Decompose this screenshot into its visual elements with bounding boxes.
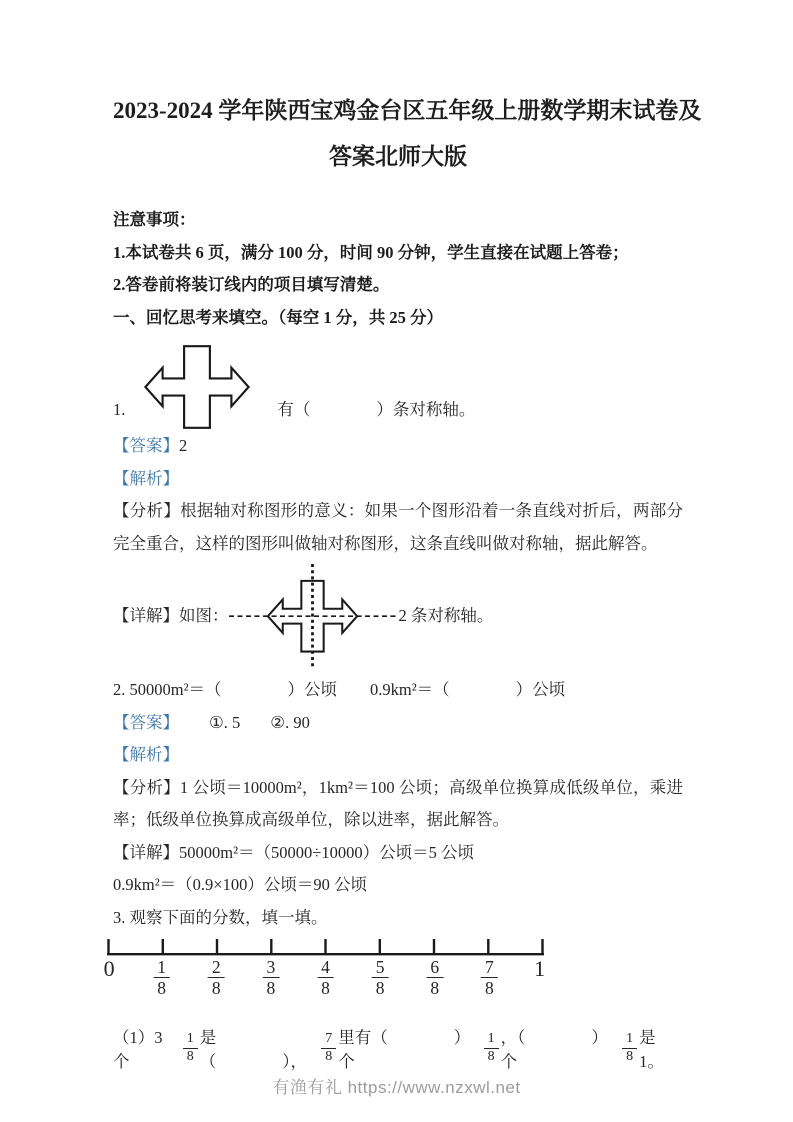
question-2-text: 2. 50000m²＝（ ）公顷 0.9km²＝（ ）公顷 <box>113 680 566 699</box>
q1-detail-suffix: 2 条对称轴。 <box>398 605 494 625</box>
number-line-label-5-8: $\frac{5}{8}$ <box>372 958 389 998</box>
question-1-number: 1. <box>113 399 126 419</box>
q2-detail-line-1: 【详解】50000m²＝（50000÷10000）公顷＝5 公顷 <box>113 842 474 862</box>
number-line-label-2-8: $\frac{2}{8}$ <box>208 958 225 998</box>
q3-sub1-seg2: 是（ ）， <box>199 1028 307 1071</box>
q3-sub1-row <box>113 1024 683 1072</box>
symmetry-shape-figure <box>141 344 253 430</box>
q1-analysis-label: 【解析】 <box>113 468 179 488</box>
number-line-axis <box>107 938 544 956</box>
q3-sub1-seg1: （1）3 个 <box>113 1028 163 1071</box>
number-line-label-7-8: $\frac{7}{8}$ <box>481 958 498 998</box>
question-1-text: 有（ ）条对称轴。 <box>277 399 476 419</box>
double-arrow-cross-axes-icon <box>229 562 399 670</box>
question-3-text: 3. 观察下面的分数，填一填。 <box>113 907 328 927</box>
double-arrow-cross-icon <box>141 344 253 430</box>
q2-answer-item-2: ②. 90 <box>270 712 310 732</box>
q2-analysis-text: 【分析】1 公顷＝10000m²，1km²＝100 公顷；高级单位换算成低级单位，乘进率；低级单位换算成高级单位，除以进率，据此解答。 <box>113 777 683 829</box>
q2-answer-item-1: ①. 5 <box>209 712 241 732</box>
q1-analysis-text: 【分析】根据轴对称图形的意义：如果一个图形沿着一条直线对折后，两部分完全重合，这样的图形叫做轴对称图形，这条直线叫做对称轴，据此解答。 <box>113 501 683 553</box>
number-line-label-1: 1 <box>534 956 546 981</box>
q2-answer-label: 【答案】 <box>113 712 179 732</box>
fraction-7-8: $\frac{7}{8}$ <box>321 1032 336 1064</box>
number-line-label-3-8: $\frac{3}{8}$ <box>263 958 280 998</box>
footer-watermark-link[interactable]: 有渔有礼 https://www.nzxwl.net <box>272 1078 521 1097</box>
page-title-line2: 答案北师大版 <box>329 144 467 169</box>
fraction-1-8: $\frac{1}{8}$ <box>484 1032 499 1064</box>
q1-answer-label: 【答案】 <box>113 436 179 455</box>
number-line-label-6-8: $\frac{6}{8}$ <box>426 958 443 998</box>
number-line-label-1-8: $\frac{1}{8}$ <box>153 958 170 998</box>
q3-sub1-seg5: 是 1。 <box>639 1028 664 1071</box>
q2-analysis-label: 【解析】 <box>113 745 179 764</box>
notice-line-2: 2.答卷前将装订线内的项目填写清楚。 <box>113 275 390 294</box>
page-title-line1: 2023-2024 学年陕西宝鸡金台区五年级上册数学期末试卷及 <box>113 98 702 123</box>
notice-line-1: 1.本试卷共 6 页，满分 100 分，时间 90 分钟，学生直接在试题上答卷； <box>113 242 629 262</box>
number-line-figure <box>103 938 546 1016</box>
section-1-heading: 一、回忆思考来填空。（每空 1 分，共 25 分） <box>113 307 443 327</box>
q2-answer-row <box>113 707 683 740</box>
number-line-label-0: 0 <box>103 956 115 981</box>
q3-sub1-seg3: 里有（ ）个 <box>338 1028 471 1071</box>
q2-detail-line-2: 0.9km²＝（0.9×100）公顷＝90 公顷 <box>113 875 367 894</box>
fraction-1-8: $\frac{1}{8}$ <box>622 1032 637 1064</box>
question-1-row <box>113 344 683 430</box>
q1-answer-row <box>113 430 683 463</box>
q1-answer-value: 2 <box>179 436 188 455</box>
notice-heading: 注意事项： <box>113 210 196 229</box>
fraction-1-8: $\frac{1}{8}$ <box>183 1032 198 1064</box>
symmetry-shape-with-axes-figure <box>229 562 399 670</box>
q1-detail-prefix: 【详解】如图： <box>113 605 229 625</box>
number-line-labels <box>103 956 546 1016</box>
q3-sub1-seg4: ，（ ）个 <box>500 1028 608 1071</box>
number-line-label-4-8: $\frac{4}{8}$ <box>317 958 334 998</box>
page-title <box>113 88 702 180</box>
q1-detail-row <box>113 562 683 670</box>
